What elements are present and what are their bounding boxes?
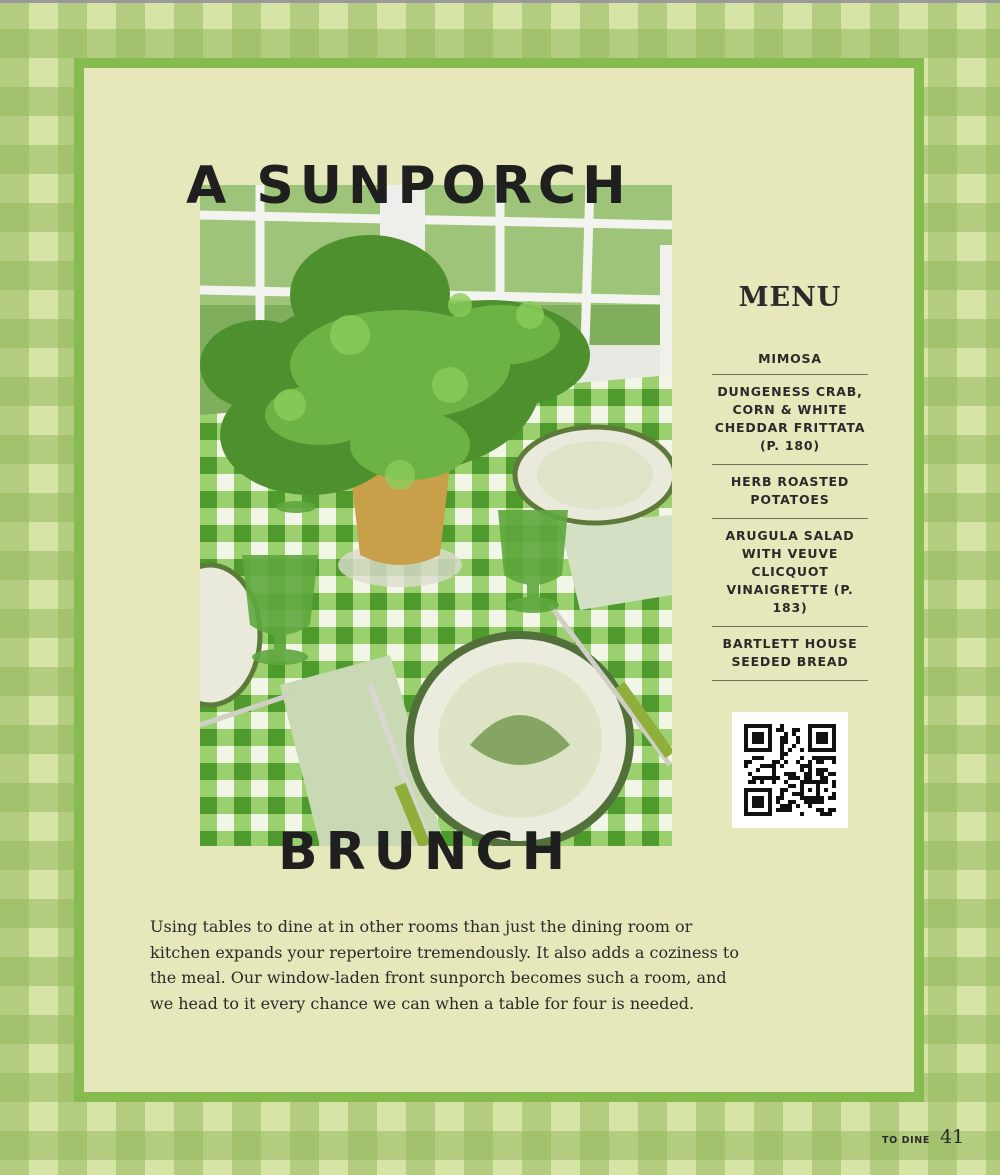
- top-edge: [0, 0, 1000, 3]
- menu-item: ARUGULA SALAD WITH VEUVE CLICQUOT VINAIGRETTE (P. 183): [712, 519, 868, 627]
- menu-heading: [712, 282, 868, 313]
- menu-list: [712, 350, 868, 681]
- menu-item: DUNGENESS CRAB, CORN & WHITE CHEDDAR FRITTATA (P. 180): [712, 375, 868, 465]
- sunporch-table-photo: [200, 185, 672, 846]
- section-label: TO DINE: [882, 1135, 930, 1146]
- page-number: 41: [940, 1126, 965, 1148]
- menu-heading-text: MENU: [738, 282, 842, 313]
- menu-item: BARTLETT HOUSE SEEDED BREAD: [712, 627, 868, 681]
- menu-item: MIMOSA: [712, 350, 868, 375]
- title-line-2: BRUNCH: [278, 822, 574, 882]
- menu-item: HERB ROASTED POTATOES: [712, 465, 868, 519]
- qr-code-icon[interactable]: [732, 712, 848, 828]
- body-paragraph: Using tables to dine at in other rooms than just the dining room or kitchen expands your repertoire tremendously. It also adds a coziness to the meal. Our window-laden front sunporch becomes such a room, and we head to it every chance we can when a table for four is needed.: [150, 917, 739, 1013]
- title-line-1: A SUNPORCH: [186, 156, 632, 216]
